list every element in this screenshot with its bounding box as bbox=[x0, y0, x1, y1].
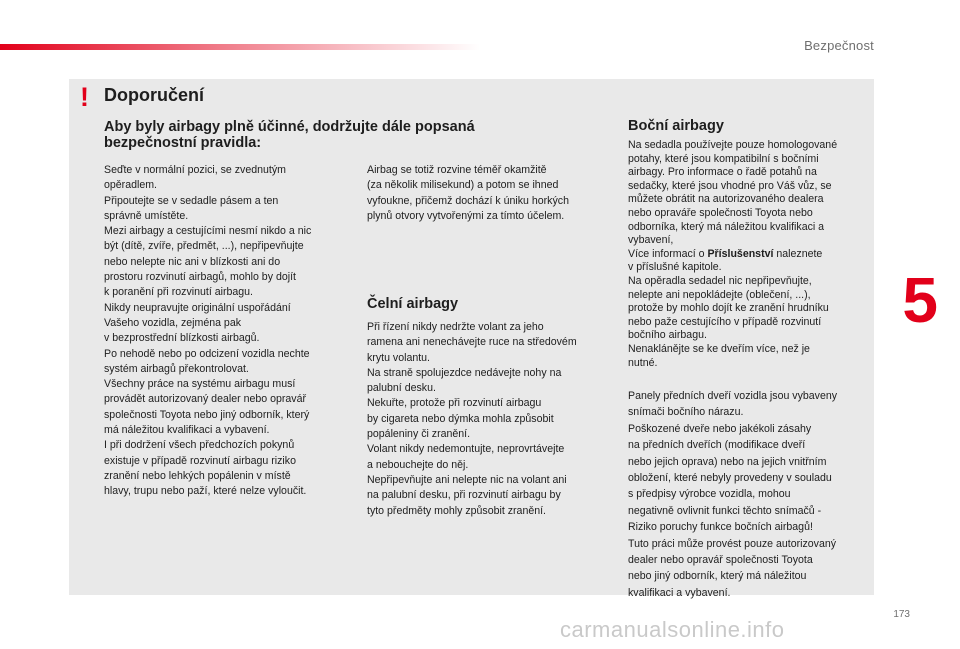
side-airbags-heading: Boční airbagy bbox=[628, 118, 724, 134]
door-sensors-text: Panely předních dveří vozidla jsou vybaveny snímači bočního nárazu. Poškozené dveře nebo jakékoli zásahy na předních dveřích (modifikace dveří nebo jejich oprava) nebo na jejich vnitřním obložení, které nebyly provedeny v souladu s předpisy výrobce vozidla, mohou negativně ovlivnit funkci těchto snímačů - Riziko poruchy funkce bočních airbagů! Tuto práci může provést pouze autorizovaný dealer nebo opravář společnosti Toyota nebo jiný odborník, který má náležitou kvalifikaci a vybavení. bbox=[628, 390, 838, 599]
chapter-number: 5 bbox=[902, 264, 938, 336]
accessories-term: Příslušenství bbox=[707, 247, 774, 260]
side-airbags-text-part2: naleznete v příslušné kapitole. Na opěradla sedadel nic nepřipevňujte, nelepte ani nepokládejte (oblečení, ...), protože by mohlo dojít ke zranění hrudníku nebo paže cestujícího v případě rozvinutí bočního airbagu. Nenaklánějte se ke dveřím více, než je nutné. bbox=[628, 247, 829, 369]
airbag-deployment-text: Airbag se totiž rozvine téměř okamžitě (za několik milisekund) a potom se ihned vyfoukne, přičemž dochází k úniku horkých plynů otvory vytvořenými za tímto účelem. bbox=[367, 164, 569, 222]
main-heading: Aby byly airbagy plně účinné, dodržujte dále popsaná bezpečnostní pravidla: bbox=[104, 119, 475, 151]
panel-title: Doporučení bbox=[104, 85, 205, 105]
front-airbags-text: Při řízení nikdy nedržte volant za jeho ramena ani nenechávejte ruce na středovém krytu volantu. Na straně spolujezdce nedávejte nohy na palubní desku. Nekuřte, protože při rozvinutí airbagu by cigareta nebo dýmka mohla způsobit popáleniny či zranění. Volant nikdy nedemontujte, neprovrtávejte a nebouchejte do něj. Nepřipevňujte ani nelepte nic na volant ani na palubní desku, při rozvinutí airbagu by tyto předměty mohly způsobit zranění. bbox=[367, 321, 577, 517]
side-airbags-text-part1: Na sedadla používejte pouze homologované potahy, které jsou kompatibilní s bočními airbagy. Pro informace o řadě potahů na sedačky, které jsou vhodné pro Váš vůz, se můžete obrátit na autorizovaného dealera nebo opraváře společnosti Toyota nebo odborníka, který má náležitou kvalifikaci a vybavení, Více informací o bbox=[628, 139, 838, 260]
section-label: Bezpečnost bbox=[804, 38, 874, 53]
page-number: 173 bbox=[893, 609, 910, 620]
general-rules-text: Seďte v normální pozici, se zvednutým opěradlem. Připoutejte se v sedadle pásem a ten správně umístěte. Mezi airbagy a cestujícími nesmí nikdo a nic být (dítě, zvíře, předmět, ...), nepřipevňujte nebo nelepte nic ani v blízkosti ani do prostoru rozvinutí airbagů, mohlo by dojít k poranění při rozvinutí airbagu. Nikdy neupravujte originální uspořádání Vašeho vozidla, zejména pak v bezprostřední blízkosti airbagů. Po nehodě nebo po odcizení vozidla nechte systém airbagů překontrolovat. Všechny práce na systému airbagu musí provádět autorizovaný dealer nebo opravář společnosti Toyota nebo jiný odborník, který má náležitou kvalifikaci a vybavení. I při dodržení všech předchozích pokynů existuje v případě rozvinutí airbagu riziko zranění nebo lehkých popálenin v místě hlavy, trupu nebo paží, které nelze vyloučit. bbox=[104, 164, 312, 498]
warning-icon: ! bbox=[80, 82, 89, 112]
header-accent-bar bbox=[0, 44, 480, 50]
side-airbags-text bbox=[628, 139, 837, 370]
watermark: carmanualsonline.info bbox=[560, 617, 785, 642]
front-airbags-heading: Čelní airbagy bbox=[367, 296, 459, 312]
